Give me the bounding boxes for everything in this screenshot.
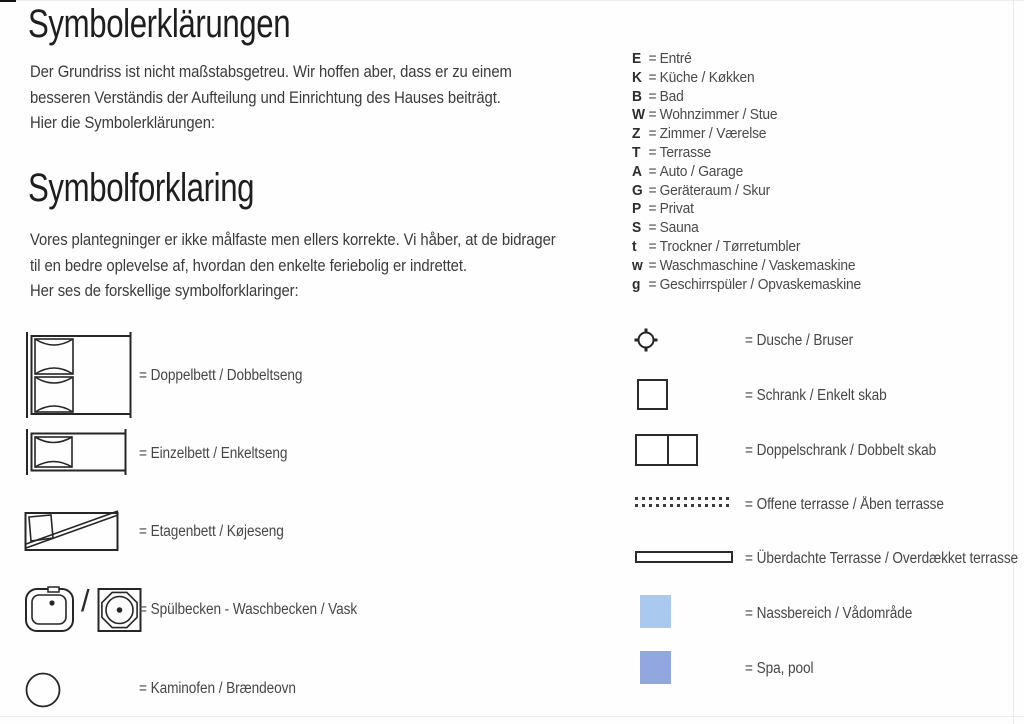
spa-pool-label: = Spa, pool [745,660,814,677]
shower-label: = Dusche / Bruser [745,332,854,349]
room-code-label: Bad [659,87,684,105]
intro-danish-line3: Her ses de forskellige symbolforklaringer: [30,282,299,300]
page-title-german: Symbolerklärungen [28,2,291,46]
equals-sign: = [648,50,657,67]
room-code-letter: A [632,162,642,180]
room-code-row [632,69,861,88]
open-terrace-icon [635,497,733,511]
bunk-bed-icon [24,508,120,552]
bottom-edge-line [0,716,1024,717]
single-bed-label: = Einzelbett / Enkeltseng [139,445,288,462]
room-code-label: Küche / Køkken [659,68,755,86]
room-code-letter: E [632,50,642,67]
room-code-row [632,182,861,201]
sink-label: = Spülbecken - Waschbecken / Vask [139,601,358,618]
double-bed-icon [24,332,136,418]
wet-area-swatch [640,595,671,628]
room-code-letter: W [632,106,646,124]
room-code-row [632,276,861,295]
intro-german [30,60,512,137]
room-code-letter: S [632,219,642,237]
equals-sign: = [648,237,657,255]
open-terrace-label: = Offene terrasse / Åben terrasse [745,496,944,513]
scan-artifact [0,0,16,2]
covered-terrace-icon [635,551,733,563]
room-code-row [632,50,861,69]
room-code-letter: G [632,181,643,199]
wet-area-label: = Nassbereich / Vådområde [745,605,913,622]
room-code-row [632,238,861,257]
room-code-list [632,50,861,294]
room-code-letter: T [632,143,641,161]
covered-terrace-label: = Überdachte Terrasse / Overdækket terrasse [745,550,1019,567]
room-code-letter: g [632,275,641,293]
equals-sign: = [648,143,657,161]
room-code-row [632,257,861,276]
room-code-label: Zimmer / Værelse [659,125,767,143]
room-code-label: Trockner / Tørretumbler [659,237,801,255]
room-code-row [632,144,861,163]
wood-stove-icon [24,671,62,709]
room-code-row [632,106,861,125]
dashed-line [635,504,733,507]
equals-sign: = [648,181,657,199]
room-code-label: Geschirrspüler / Opvaskemaskine [659,275,861,293]
room-code-letter: B [632,87,642,105]
intro-german-line1: Der Grundriss ist nicht maßstabsgetreu. Wir hoffen aber, dass er zu einem [30,63,512,81]
equals-sign: = [648,256,657,274]
room-code-letter: w [632,256,643,274]
room-code-row [632,125,861,144]
room-code-label: Entré [659,50,692,67]
spa-pool-swatch [640,651,671,684]
equals-sign: = [648,200,657,218]
wood-stove-label: = Kaminofen / Brændeovn [139,680,296,697]
room-code-label: Sauna [659,219,699,237]
page-title-danish: Symbolforklaring [28,166,255,210]
equals-sign: = [648,68,657,86]
single-cabinet-icon [637,379,668,410]
single-cabinet-label: = Schrank / Enkelt skab [745,387,887,404]
room-code-label: Geräteraum / Skur [659,181,770,199]
intro-german-line2: besseren Verständis der Aufteilung und Einrichtung des Hauses beiträgt. [30,88,501,107]
room-code-letter: t [632,237,637,255]
room-code-row [632,163,861,182]
sink-separator: / [81,583,90,618]
single-bed-icon [24,429,134,475]
intro-german-line3: Hier die Symbolerklärungen: [30,114,215,132]
room-code-row [632,88,861,107]
right-edge-line [1013,0,1014,724]
equals-sign: = [648,162,657,180]
equals-sign: = [648,106,657,124]
room-code-label: Waschmaschine / Vaskemaskine [659,256,856,274]
room-code-label: Terrasse [659,143,712,161]
room-code-label: Wohnzimmer / Stue [659,106,778,124]
room-code-label: Privat [659,200,694,218]
intro-danish-line1: Vores plantegninger er ikke målfaste men ellers korrekte. Vi håber, at de bidrager [30,231,556,249]
double-cabinet-label: = Doppelschrank / Dobbelt skab [745,442,937,459]
room-code-letter: Z [632,125,641,143]
top-edge-line [0,0,1024,1]
room-code-label: Auto / Garage [659,162,744,180]
equals-sign: = [648,275,657,293]
room-code-row [632,219,861,238]
equals-sign: = [648,87,657,105]
bunk-bed-label: = Etagenbett / Køjeseng [139,523,284,540]
room-code-row [632,200,861,219]
equals-sign: = [648,125,657,143]
equals-sign: = [648,219,657,237]
double-bed-label: = Doppelbett / Dobbeltseng [139,367,303,384]
room-code-letter: K [632,68,642,86]
intro-danish-line2: til en bedre oplevelse af, hvordan den enkelte feriebolig er indrettet. [30,256,467,275]
double-cabinet-icon [635,434,698,466]
shower-icon [632,326,660,354]
kitchen-sink-icon [24,584,76,634]
cabinet-divider [667,436,669,464]
wash-basin-icon [96,584,144,634]
dashed-line [635,497,733,500]
intro-danish [30,228,556,305]
room-code-letter: P [632,200,642,218]
